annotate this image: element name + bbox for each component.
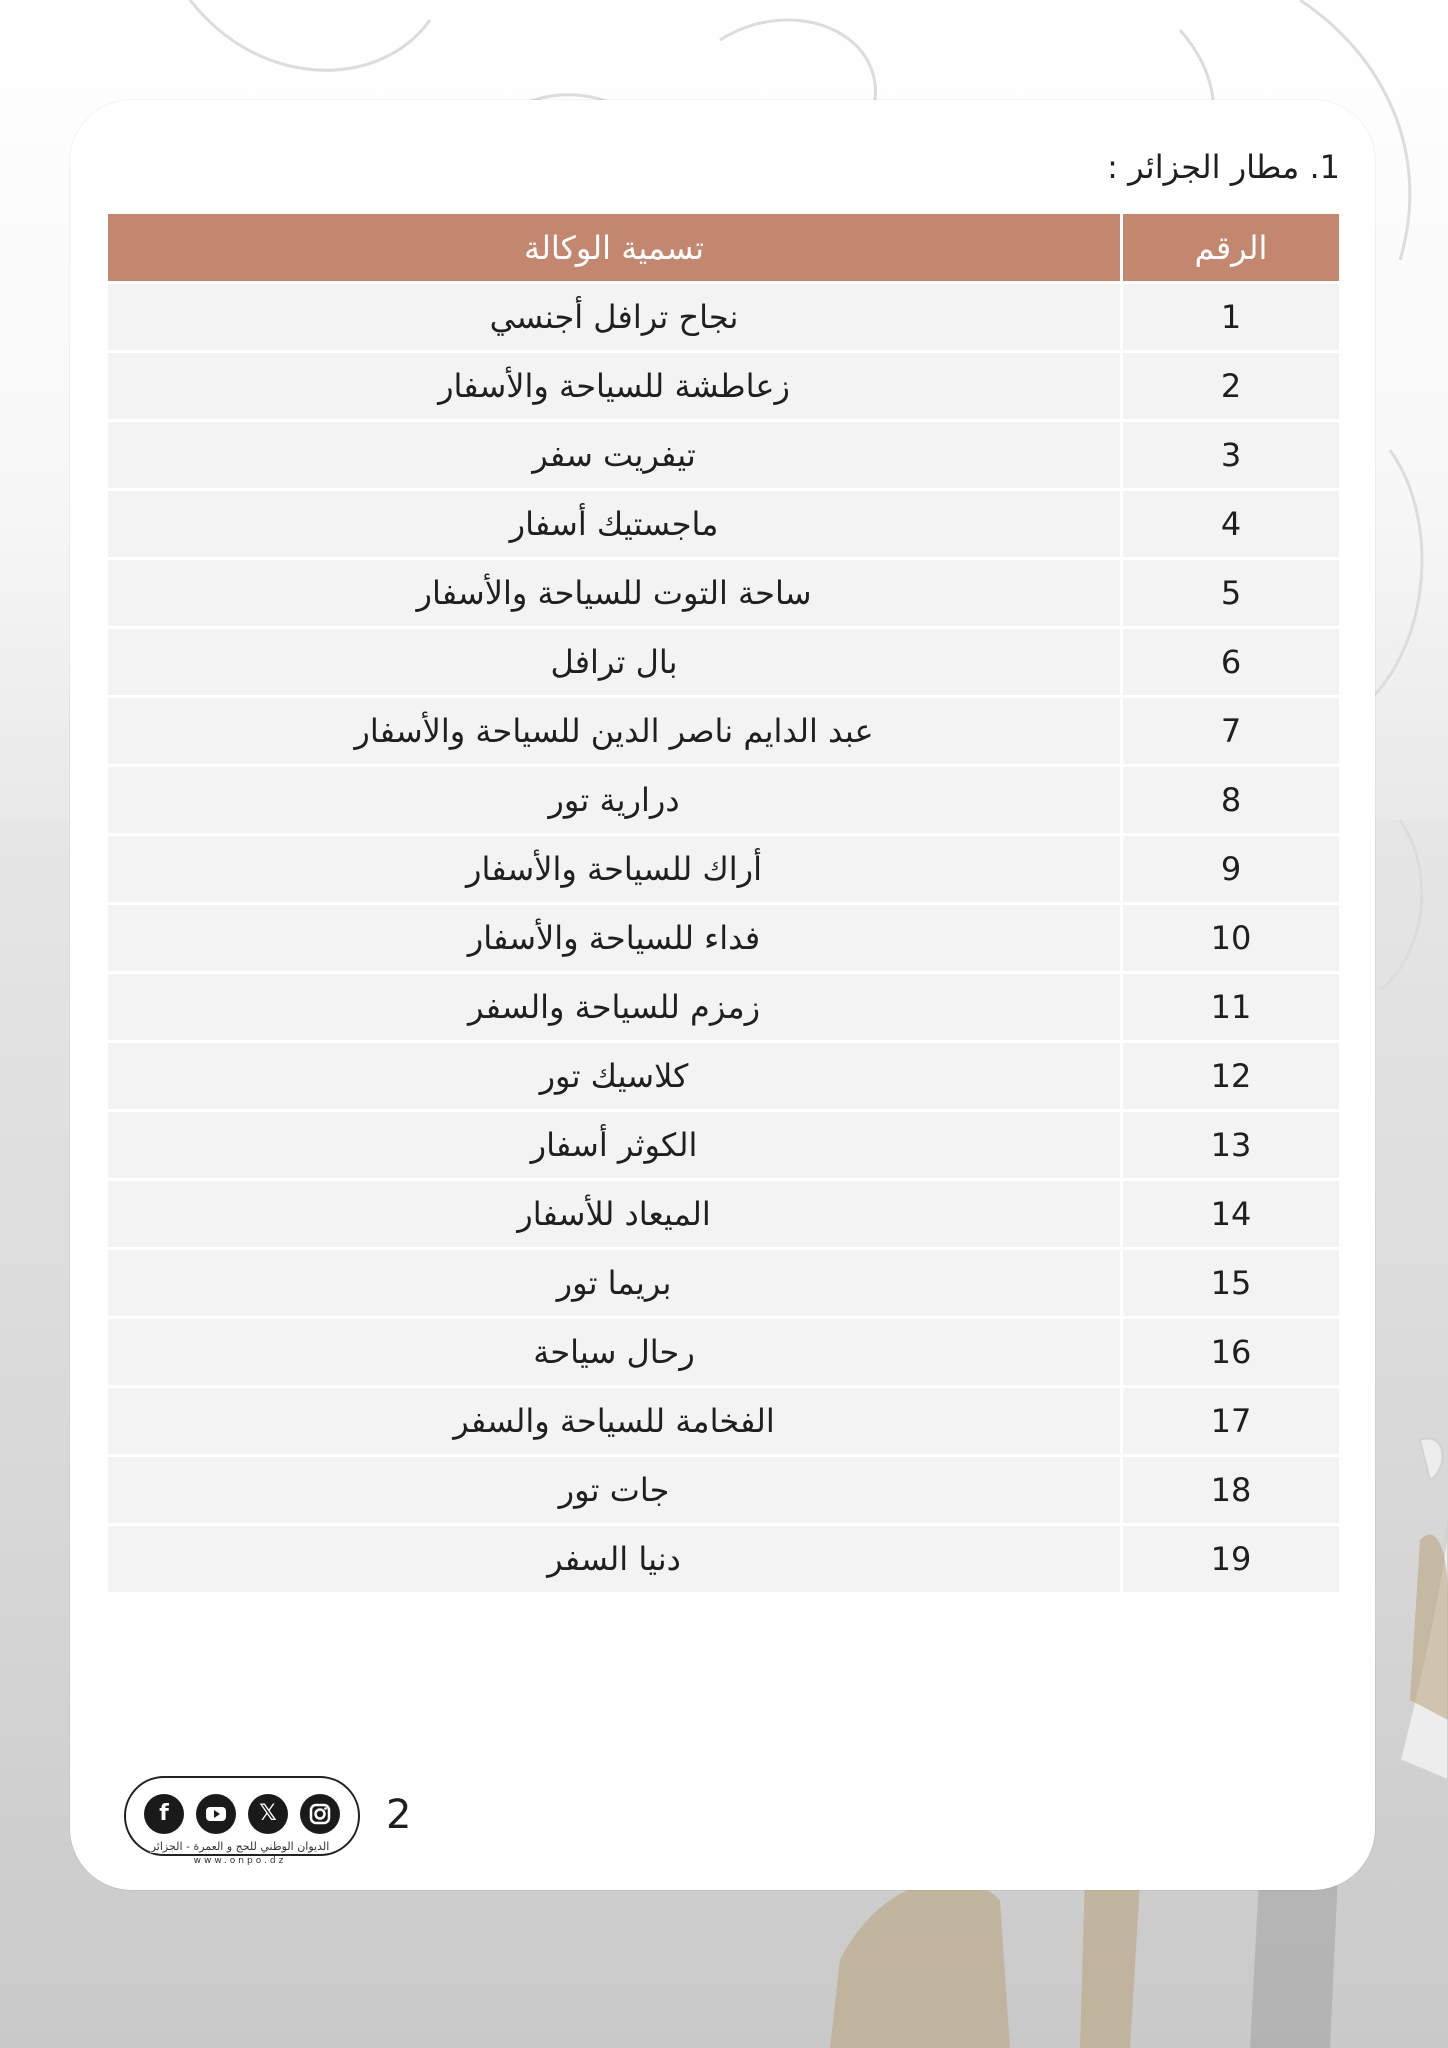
agency-number-cell: 9: [1122, 835, 1340, 904]
agency-number-cell: 8: [1122, 766, 1340, 835]
agency-number-cell: 14: [1122, 1180, 1340, 1249]
table-row: [108, 835, 1339, 904]
agency-number-cell: 5: [1122, 559, 1340, 628]
table-row: [108, 1387, 1339, 1456]
table-row: [108, 766, 1339, 835]
table-row: [108, 1318, 1339, 1387]
table-row: [108, 1525, 1339, 1593]
agency-name-cell: فداء للسياحة والأسفار: [108, 904, 1122, 973]
agency-name-cell: عبد الدايم ناصر الدين للسياحة والأسفار: [108, 697, 1122, 766]
agency-number-cell: 11: [1122, 973, 1340, 1042]
table-row: [108, 1456, 1339, 1525]
agency-name-cell: بريما تور: [108, 1249, 1122, 1318]
agency-number-cell: 16: [1122, 1318, 1340, 1387]
instagram-icon[interactable]: [300, 1794, 340, 1834]
agency-name-cell: زمزم للسياحة والسفر: [108, 973, 1122, 1042]
agency-number-cell: 13: [1122, 1111, 1340, 1180]
agency-name-cell: رحال سياحة: [108, 1318, 1122, 1387]
table-row: [108, 1111, 1339, 1180]
table-row: [108, 421, 1339, 490]
table-row: [108, 1249, 1339, 1318]
agency-name-cell: الميعاد للأسفار: [108, 1180, 1122, 1249]
x-icon[interactable]: 𝕏: [248, 1794, 288, 1834]
agency-name-cell: بال ترافل: [108, 628, 1122, 697]
organization-name: الديوان الوطني للحج و العمرة - الجزائر: [150, 1840, 330, 1853]
agency-number-cell: 2: [1122, 352, 1340, 421]
agency-number-cell: 17: [1122, 1387, 1340, 1456]
agency-name-cell: الكوثر أسفار: [108, 1111, 1122, 1180]
table-row: [108, 559, 1339, 628]
website-link[interactable]: www.onpo.dz: [193, 1856, 287, 1866]
agency-name-cell: كلاسيك تور: [108, 1042, 1122, 1111]
table-row: [108, 904, 1339, 973]
agency-number-cell: 3: [1122, 421, 1340, 490]
section-title: 1. مطار الجزائر :: [1107, 148, 1340, 186]
agency-name-cell: دنيا السفر: [108, 1525, 1122, 1593]
agency-table: [108, 214, 1339, 1592]
page-number: 2: [386, 1792, 412, 1838]
agency-number-cell: 1: [1122, 283, 1340, 352]
header-number: الرقم: [1122, 214, 1340, 283]
table-row: [108, 490, 1339, 559]
agency-name-cell: زعاطشة للسياحة والأسفار: [108, 352, 1122, 421]
agency-name-cell: نجاح ترافل أجنسي: [108, 283, 1122, 352]
table-header-row: [108, 214, 1339, 283]
table-row: [108, 1042, 1339, 1111]
agency-name-cell: الفخامة للسياحة والسفر: [108, 1387, 1122, 1456]
table-row: [108, 283, 1339, 352]
table-row: [108, 1180, 1339, 1249]
agency-name-cell: درارية تور: [108, 766, 1122, 835]
agency-name-cell: تيفريت سفر: [108, 421, 1122, 490]
agency-name-cell: أراك للسياحة والأسفار: [108, 835, 1122, 904]
agency-number-cell: 19: [1122, 1525, 1340, 1593]
agency-number-cell: 12: [1122, 1042, 1340, 1111]
agency-number-cell: 15: [1122, 1249, 1340, 1318]
table-row: [108, 697, 1339, 766]
facebook-icon[interactable]: f: [144, 1794, 184, 1834]
agency-number-cell: 6: [1122, 628, 1340, 697]
agency-number-cell: 4: [1122, 490, 1340, 559]
agency-name-cell: جات تور: [108, 1456, 1122, 1525]
table-row: [108, 352, 1339, 421]
agency-number-cell: 18: [1122, 1456, 1340, 1525]
table-row: [108, 628, 1339, 697]
agency-name-cell: ماجستيك أسفار: [108, 490, 1122, 559]
agency-name-cell: ساحة التوت للسياحة والأسفار: [108, 559, 1122, 628]
youtube-icon[interactable]: [196, 1794, 236, 1834]
header-agency-name: تسمية الوكالة: [108, 214, 1122, 283]
agency-number-cell: 7: [1122, 697, 1340, 766]
table-row: [108, 973, 1339, 1042]
agency-number-cell: 10: [1122, 904, 1340, 973]
